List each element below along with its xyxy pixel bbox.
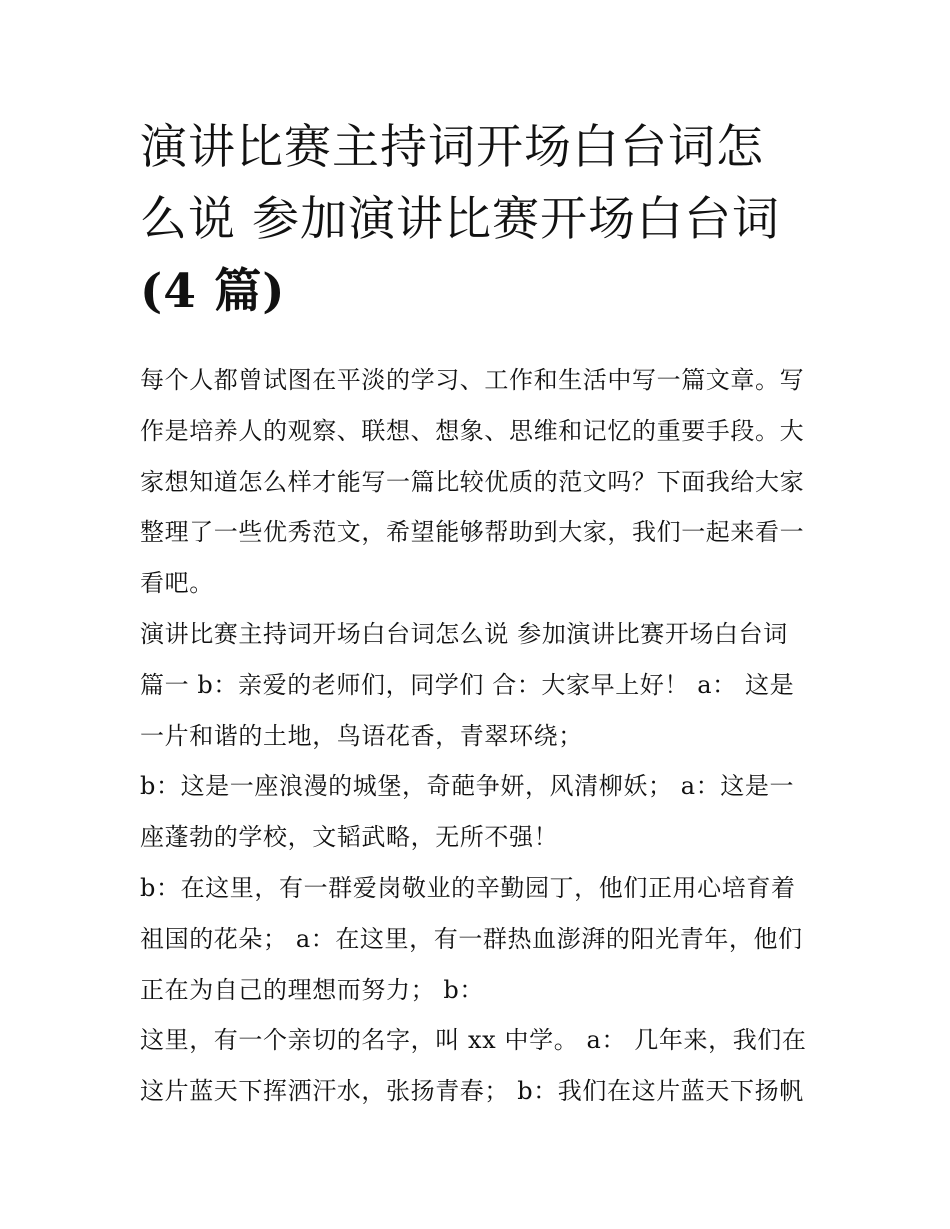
title-line-1: 演讲比赛主持词开场白台词怎	[140, 120, 764, 175]
body-line: 作是培养人的观察、联想、想象、思维和记忆的重要手段。大	[140, 416, 805, 445]
body-line: 看吧。	[140, 569, 214, 598]
document-title	[140, 112, 830, 328]
body-line: 正在为自己的理想而努力； b：	[140, 975, 484, 1004]
body-line: 这里，有一个亲切的名字，叫 xx 中学。 a： 几年来，我们在	[140, 1026, 807, 1055]
document-body	[140, 355, 830, 1117]
title-line-3: (4 篇)	[140, 264, 286, 319]
body-line: b：在这里，有一群爱岗敬业的辛勤园丁，他们正用心培育着	[140, 873, 796, 902]
body-line: 整理了一些优秀范文，希望能够帮助到大家，我们一起来看一	[140, 518, 805, 547]
body-line: 演讲比赛主持词开场白台词怎么说 参加演讲比赛开场白台词	[140, 619, 788, 648]
body-line: 祖国的花朵； a：在这里，有一群热血澎湃的阳光青年，他们	[140, 924, 803, 953]
body-line: 篇一 b：亲爱的老师们，同学们 合：大家早上好！ a： 这是	[140, 670, 795, 699]
title-line-2: 么说 参加演讲比赛开场白台词	[140, 192, 780, 247]
body-line: 这片蓝天下挥洒汗水，张扬青春； b：我们在这片蓝天下扬帆	[140, 1077, 804, 1106]
body-line: 一片和谐的土地，鸟语花香，青翠环绕；	[140, 721, 583, 750]
body-line: b：这是一座浪漫的城堡，奇葩争妍，风清柳妖； a：这是一	[140, 772, 795, 801]
body-line: 座蓬勃的学校，文韬武略，无所不强！	[140, 823, 559, 852]
body-line: 家想知道怎么样才能写一篇比较优质的范文吗？下面我给大家	[140, 467, 805, 496]
body-line: 每个人都曾试图在平淡的学习、工作和生活中写一篇文章。写	[140, 366, 805, 394]
